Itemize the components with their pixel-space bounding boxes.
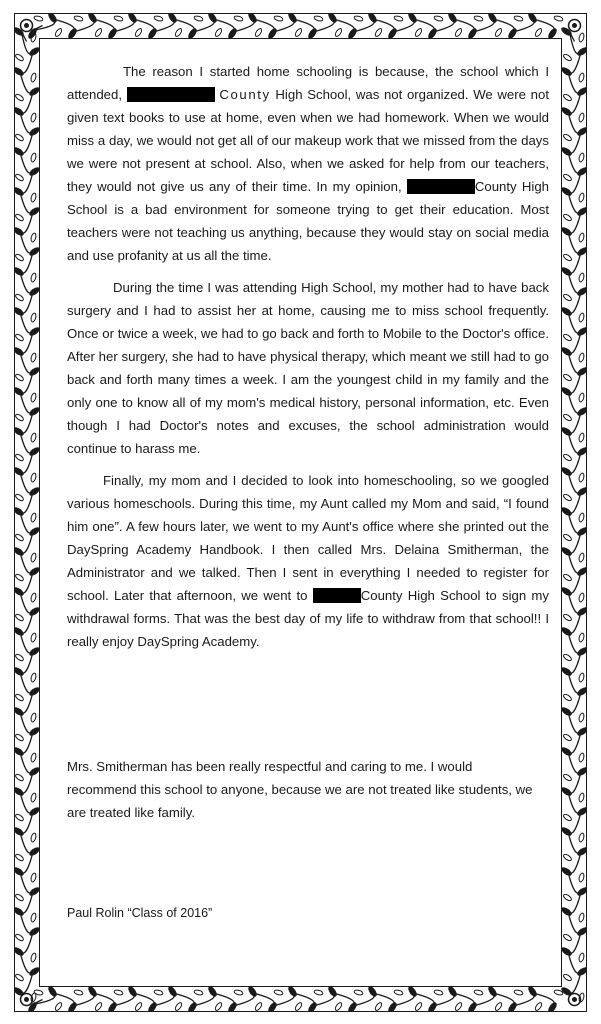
vine-leaf-outline <box>414 1002 423 1012</box>
vine-leaf-outline <box>15 813 25 822</box>
vine-leaf-outline <box>578 593 585 603</box>
vine-leaf-outline <box>30 353 37 363</box>
vine-stem <box>568 32 581 994</box>
vine-leaf-outline <box>15 573 25 582</box>
vine-leaf-outline <box>374 1002 383 1012</box>
vine-leaf-outline <box>454 28 463 38</box>
vine-leaf-outline <box>15 493 25 502</box>
vine-leaf-outline <box>154 15 164 22</box>
vine-leaf-outline <box>30 233 37 243</box>
vine-leaf-outline <box>578 33 585 43</box>
vine-leaf-outline <box>314 15 324 22</box>
vine-leaf-outline <box>214 1002 223 1012</box>
corner-ornament-center <box>24 23 29 28</box>
vine-leaf-outline <box>514 15 524 22</box>
vine-leaf-outline <box>30 753 37 763</box>
vine-leaf-outline <box>94 28 103 38</box>
vine-leaf-outline <box>34 989 44 996</box>
vine-leaf-outline <box>578 433 585 443</box>
vine-leaf-outline <box>514 989 524 996</box>
vine-leaf-outline <box>578 913 585 923</box>
vine-leaf-outline <box>334 28 343 38</box>
vine-leaf-outline <box>15 93 25 102</box>
vine-leaf-outline <box>563 333 573 342</box>
vine-leaf <box>547 1001 559 1012</box>
vine-leaf-outline <box>15 933 25 942</box>
vine-leaf-outline <box>578 313 585 323</box>
vine-leaf-outline <box>578 553 585 563</box>
vine-leaf-outline <box>563 413 573 422</box>
vine-leaf-outline <box>578 793 585 803</box>
vine-leaf-outline <box>30 393 37 403</box>
vine-leaf-outline <box>563 933 573 942</box>
vine-leaf-outline <box>15 333 25 342</box>
vine-leaf-outline <box>15 453 25 462</box>
vine-leaf-outline <box>563 573 573 582</box>
vine-leaf-outline <box>563 853 573 862</box>
vine-leaf-outline <box>563 773 573 782</box>
vine-leaf-outline <box>15 973 25 982</box>
vine-leaf-outline <box>578 113 585 123</box>
paragraph-3-end: County High School to sign my withdrawal forms. That was the best day of my life to withdraw from that school!! I really enjoy DaySpring Academy. <box>67 588 549 649</box>
vine-stem <box>20 32 33 994</box>
paragraph-3-lead: Finally, my mom and I decided to look into homeschooling, so we googled various homeschools. During this time, my Aunt called my Mom and said, “I found him one”. A few hours later, we went to my Aunt's office where she printed out the DaySpring Academy Handbook. I then called Mrs. Delaina Smitherman, the Administrator and we talked. Then I sent in everything I needed to register for school. Later that afternoon, we went to <box>67 473 549 603</box>
vine-leaf-outline <box>15 253 25 262</box>
vine-leaf-outline <box>30 473 37 483</box>
vine-leaf-outline <box>15 293 25 302</box>
vine-leaf-outline <box>394 15 404 22</box>
vine-leaf-outline <box>414 28 423 38</box>
vine-leaf-outline <box>15 733 25 742</box>
paragraph-1-end: County High School is a bad environment for someone trying to get their education. Most teachers were not teaching us anything, because they would stay on social media and use profanity at us all the time. <box>67 179 549 263</box>
vine-leaf-outline <box>434 15 444 22</box>
vine-leaf-outline <box>30 73 37 83</box>
vine-leaf-outline <box>474 989 484 996</box>
vine-leaf-outline <box>114 15 124 22</box>
vine-leaf-outline <box>578 193 585 203</box>
vine-leaf-outline <box>74 15 84 22</box>
vine-leaf-outline <box>94 1002 103 1012</box>
vine-leaf-outline <box>578 353 585 363</box>
signature-line: Paul Rolin “Class of 2016” <box>67 906 213 920</box>
vine-leaf-outline <box>254 1002 263 1012</box>
vine-leaf-outline <box>15 413 25 422</box>
vine-leaf-outline <box>578 393 585 403</box>
vine-leaf-outline <box>563 253 573 262</box>
vine-leaf-outline <box>578 73 585 83</box>
paragraph-2: During the time I was attending High School, my mother had to have back surgery and I had to assist her at home, causing me to miss school frequently. Once or twice a week, we had to go back and forth to Mobile to the Doctor's office. After her surgery, she had to have physical therapy, which meant we still had to go back and forth many times a week. I am the youngest child in my family and the only one to know all of my mom's medical history, personal information, etc. Even though I had Doctor's notes and excuses, the school administration would continue to harass me. <box>67 280 549 456</box>
vine-leaf-outline <box>578 153 585 163</box>
vine-leaf-outline <box>578 673 585 683</box>
vine-leaf-outline <box>314 989 324 996</box>
vine-leaf-outline <box>578 233 585 243</box>
vine-leaf-outline <box>563 173 573 182</box>
vine-leaf-outline <box>563 613 573 622</box>
vine-leaf-outline <box>114 989 124 996</box>
vine-leaf-outline <box>334 1002 343 1012</box>
redacted-county-name <box>127 87 215 102</box>
paragraph-1-middle: High School, was not organized. We were not given text books to use at home, even when we had homework. When we would miss a day, we would not get all of our makeup work that we missed from the days we were not present at school. Also, when we asked for help from our teachers, they would not give us any of their time. In my opinion, <box>67 87 549 194</box>
vine-leaf-outline <box>534 28 543 38</box>
vine-leaf-outline <box>563 533 573 542</box>
vine-leaf-outline <box>30 713 37 723</box>
vine-leaf-outline <box>494 28 503 38</box>
vine-leaf-outline <box>374 28 383 38</box>
letter-body <box>67 60 549 653</box>
vine-leaf-outline <box>30 673 37 683</box>
vine-leaf-outline <box>563 373 573 382</box>
vine-leaf-outline <box>563 133 573 142</box>
corner-ornament-center <box>24 997 29 1002</box>
corner-ornament-center <box>572 997 577 1002</box>
vine-leaf-outline <box>578 513 585 523</box>
vine-leaf-outline <box>578 273 585 283</box>
vine-leaf-outline <box>563 733 573 742</box>
redacted-county-name <box>407 179 475 194</box>
vine-leaf-outline <box>30 593 37 603</box>
vine-leaf-outline <box>234 989 244 996</box>
vine-leaf-outline <box>174 1002 183 1012</box>
vine-leaf-outline <box>234 15 244 22</box>
vine-leaf-outline <box>563 93 573 102</box>
vine-leaf-outline <box>15 693 25 702</box>
vine-leaf-outline <box>563 293 573 302</box>
vine-leaf-outline <box>274 989 284 996</box>
vine-leaf-outline <box>578 873 585 883</box>
vine-leaf-outline <box>15 53 25 62</box>
vine-leaf-outline <box>578 953 585 963</box>
vine-leaf-outline <box>30 553 37 563</box>
vine-leaf-outline <box>30 993 37 1003</box>
vine-leaf-outline <box>15 213 25 222</box>
paragraph-3 <box>67 469 549 653</box>
vine-leaf-outline <box>454 1002 463 1012</box>
vine-leaf-outline <box>563 653 573 662</box>
vine-leaf-outline <box>30 513 37 523</box>
vine-leaf <box>14 986 25 998</box>
vine-leaf-outline <box>15 773 25 782</box>
vine-leaf-outline <box>15 533 25 542</box>
vine-leaf-outline <box>15 173 25 182</box>
vine-leaf-outline <box>74 989 84 996</box>
vine-leaf-outline <box>534 1002 543 1012</box>
vine-leaf-outline <box>30 953 37 963</box>
vine-leaf-outline <box>563 453 573 462</box>
county-word: County <box>219 87 271 102</box>
vine-leaf-outline <box>30 633 37 643</box>
vine-leaf-outline <box>34 15 44 22</box>
paragraph-1-lead: The reason I started home schooling is because, the school which I attended, <box>67 64 549 102</box>
vine-leaf-outline <box>294 1002 303 1012</box>
vine-leaf-outline <box>15 613 25 622</box>
vine-leaf-outline <box>274 15 284 22</box>
vine-leaf-outline <box>254 28 263 38</box>
vine-leaf-outline <box>563 893 573 902</box>
vine-leaf-outline <box>494 1002 503 1012</box>
vine-leaf-outline <box>578 993 585 1003</box>
vine-leaf-outline <box>30 913 37 923</box>
vine-leaf-outline <box>474 15 484 22</box>
vine-leaf-outline <box>134 28 143 38</box>
vine-leaf-outline <box>15 653 25 662</box>
vine-leaf-outline <box>30 193 37 203</box>
vine-leaf-outline <box>554 15 564 22</box>
vine-leaf-outline <box>54 28 63 38</box>
vine-leaf-outline <box>194 989 204 996</box>
vine-leaf-outline <box>563 493 573 502</box>
vine-leaf-outline <box>30 433 37 443</box>
vine-leaf-outline <box>15 893 25 902</box>
vine-leaf-outline <box>294 28 303 38</box>
vine-leaf-outline <box>563 813 573 822</box>
vine-leaf-outline <box>578 633 585 643</box>
vine-leaf-outline <box>30 113 37 123</box>
vine-leaf-outline <box>30 153 37 163</box>
vine-leaf-outline <box>174 28 183 38</box>
vine-leaf-outline <box>154 989 164 996</box>
vine-leaf-outline <box>15 373 25 382</box>
corner-ornament-center <box>572 23 577 28</box>
vine-leaf-outline <box>563 973 573 982</box>
vine-leaf-outline <box>194 15 204 22</box>
vine-leaf-outline <box>214 28 223 38</box>
vine-leaf-outline <box>30 833 37 843</box>
vine-leaf-outline <box>30 273 37 283</box>
vine-leaf-outline <box>578 753 585 763</box>
vine-leaf-outline <box>354 15 364 22</box>
vine-leaf-outline <box>15 853 25 862</box>
vine-leaf-outline <box>563 213 573 222</box>
vine-leaf-outline <box>54 1002 63 1012</box>
closing-paragraph: Mrs. Smitherman has been really respectful and caring to me. I would recommend this school to anyone, because we are not treated like students, we are treated like family. <box>67 759 533 820</box>
vine-leaf-outline <box>578 473 585 483</box>
vine-leaf-outline <box>15 133 25 142</box>
vine-leaf-outline <box>354 989 364 996</box>
redacted-county-name <box>313 588 361 603</box>
vine-leaf-outline <box>578 713 585 723</box>
vine-leaf-outline <box>134 1002 143 1012</box>
vine-leaf-outline <box>30 793 37 803</box>
vine-leaf-outline <box>394 989 404 996</box>
vine-leaf-outline <box>563 693 573 702</box>
vine-leaf-outline <box>563 53 573 62</box>
vine-leaf-outline <box>30 873 37 883</box>
vine-leaf-outline <box>30 313 37 323</box>
paragraph-1 <box>67 60 549 267</box>
vine-leaf-outline <box>434 989 444 996</box>
vine-leaf-outline <box>578 833 585 843</box>
